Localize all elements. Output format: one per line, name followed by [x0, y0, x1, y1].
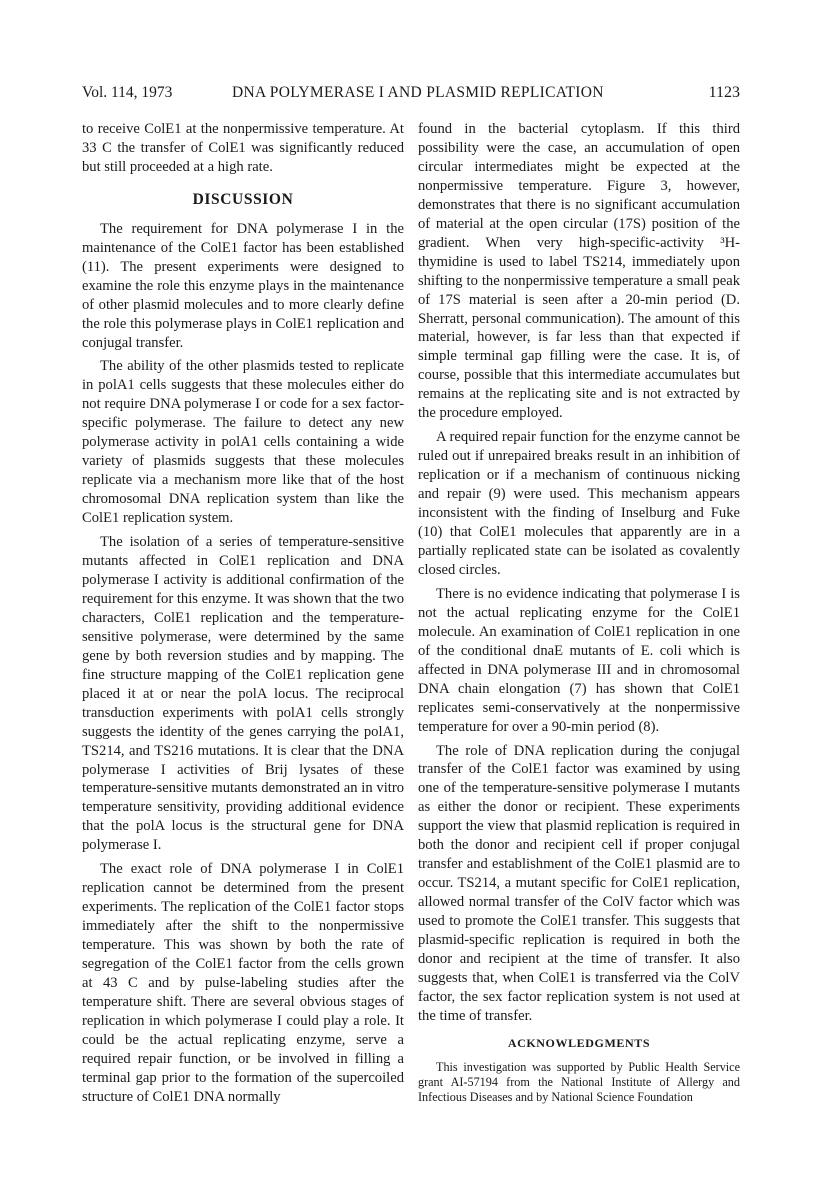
discussion-heading: DISCUSSION [192, 190, 294, 208]
journal-volume: Vol. 114, 1973 [82, 84, 173, 101]
running-header [82, 84, 740, 106]
paragraph: The isolation of a series of temperature-sensitive mutants affected in ColE1 replication and DNA polymerase I activity is additional confirmation of the requirement for this enzyme. It was shown that the two characters, ColE1 replication and the temperature-sensitive polymerase, were determined by the same gene by both reversion studies and by mapping. The fine structure mapping of the ColE1 replication gene placed it at or near the polA locus. The reciprocal transduction experiments with polA1 cells strongly suggests the identity of the genes carrying the polA1, TS214, and TS216 mutations. It is clear that the DNA polymerase I activities of Brij lysates of these temperature-sensitive mutants demonstrated an in vitro temperature sensitivity, providing additional evidence that the polA locus is the structural gene for DNA polymerase I. [82, 534, 404, 854]
running-title: DNA POLYMERASE I AND PLASMID REPLICATION [232, 84, 604, 101]
paragraph: There is no evidence indicating that polymerase I is not the actual replicating enzyme for the ColE1 molecule. An examination of ColE1 replication in one of the conditional dnaE mutants of E. coli which is affected in DNA polymerase III and in chromosomal DNA chain elongation (7) has shown that ColE1 replicates semi-conservatively at the nonpermissive temperature for over a 90-min period (8). [418, 585, 740, 735]
acknowledgments-text: This investigation was supported by Public Health Service grant AI-57194 from the National Institute of Allergy and Infectious Diseases and by National Science Foundation [418, 1059, 740, 1104]
right-column [418, 120, 740, 1105]
paragraph: The ability of the other plasmids tested to replicate in polA1 cells suggests that these molecules either do not require DNA polymerase I or code for a sex factor-specific polymerase. The failure to detect any new polymerase activity in polA1 cells containing a wide variety of plasmids suggests that these molecules replicate via a mechanism more like that of the host chromosomal DNA replication system than like the ColE1 replication system. [82, 358, 404, 527]
paragraph-continuation: found in the bacterial cytoplasm. If this third possibility were the case, an accumulation of open circular intermediates might be expected at the nonpermissive temperature. Figure 3, however, demonstrates that there is no significant accumulation of material at the open circular (17S) position of the gradient. When very high-specific-activity ³H-thymidine is used to label TS214, immediately upon shifting to the nonpermissive temperature a small peak of 17S material is seen after a 20-min period (D. Sherratt, personal communication). The amount of this material, however, is far less than that expected if simple terminal gap filling were the case. It is, of course, possible that this intermediate accumulates but remains at the replicating site and is not extracted by the procedure employed. [418, 121, 740, 422]
left-column [82, 120, 404, 1107]
acknowledgments-heading: ACKNOWLEDGMENTS [507, 1035, 651, 1050]
paragraph: A required repair function for the enzyme cannot be ruled out if unrepaired breaks result in an inhibition of replication or if a mechanism of continuous nicking and repair (9) were used. This mechanism appears inconsistent with the finding of Inselburg and Fuke (10) that ColE1 molecules that apparently are in a partially replicated state can be isolated as covalently closed circles. [418, 429, 740, 578]
paragraph: The role of DNA replication during the conjugal transfer of the ColE1 factor was examined by using one of the temperature-sensitive polymerase I mutants as either the donor or recipient. These experiments support the view that plasmid replication is required in both the donor and recipient cell if proper conjugal transfer and establishment of the ColE1 plasmid are to occur. TS214, a mutant specific for ColE1 replication, allowed normal transfer of the ColV factor which was used to promote the ColE1 transfer. This suggests that plasmid-specific replication is required in both the donor and recipient at the time of transfer. It also suggests that, when ColE1 is transferred via the ColV factor, the sex factor replication system is not used at the time of transfer. [418, 742, 740, 1024]
paragraph: The exact role of DNA polymerase I in ColE1 replication cannot be determined from the present experiments. The replication of the ColE1 factor stops immediately after the shift to the nonpermissive temperature. This was shown by both the rate of segregation of the ColE1 factor from the cells grown at 43 C and by pulse-labeling studies after the temperature shift. There are several obvious stages of replication in which polymerase I could play a role. It could be the actual replicating enzyme, serve a required repair function, or be involved in filling a terminal gap prior to the formation of the supercoiled structure of ColE1 DNA normally [82, 861, 404, 1105]
page-number: 1123 [708, 84, 740, 101]
paragraph-continuation: to receive ColE1 at the nonpermissive temperature. At 33 C the transfer of ColE1 was significantly reduced but still proceeded at a high rate. [82, 121, 404, 175]
paragraph: The requirement for DNA polymerase I in the maintenance of the ColE1 factor has been established (11). The present experiments were designed to examine the role this enzyme plays in the maintenance of other plasmid molecules and to more clearly define the role this polymerase plays in ColE1 replication and conjugal transfer. [82, 220, 404, 351]
